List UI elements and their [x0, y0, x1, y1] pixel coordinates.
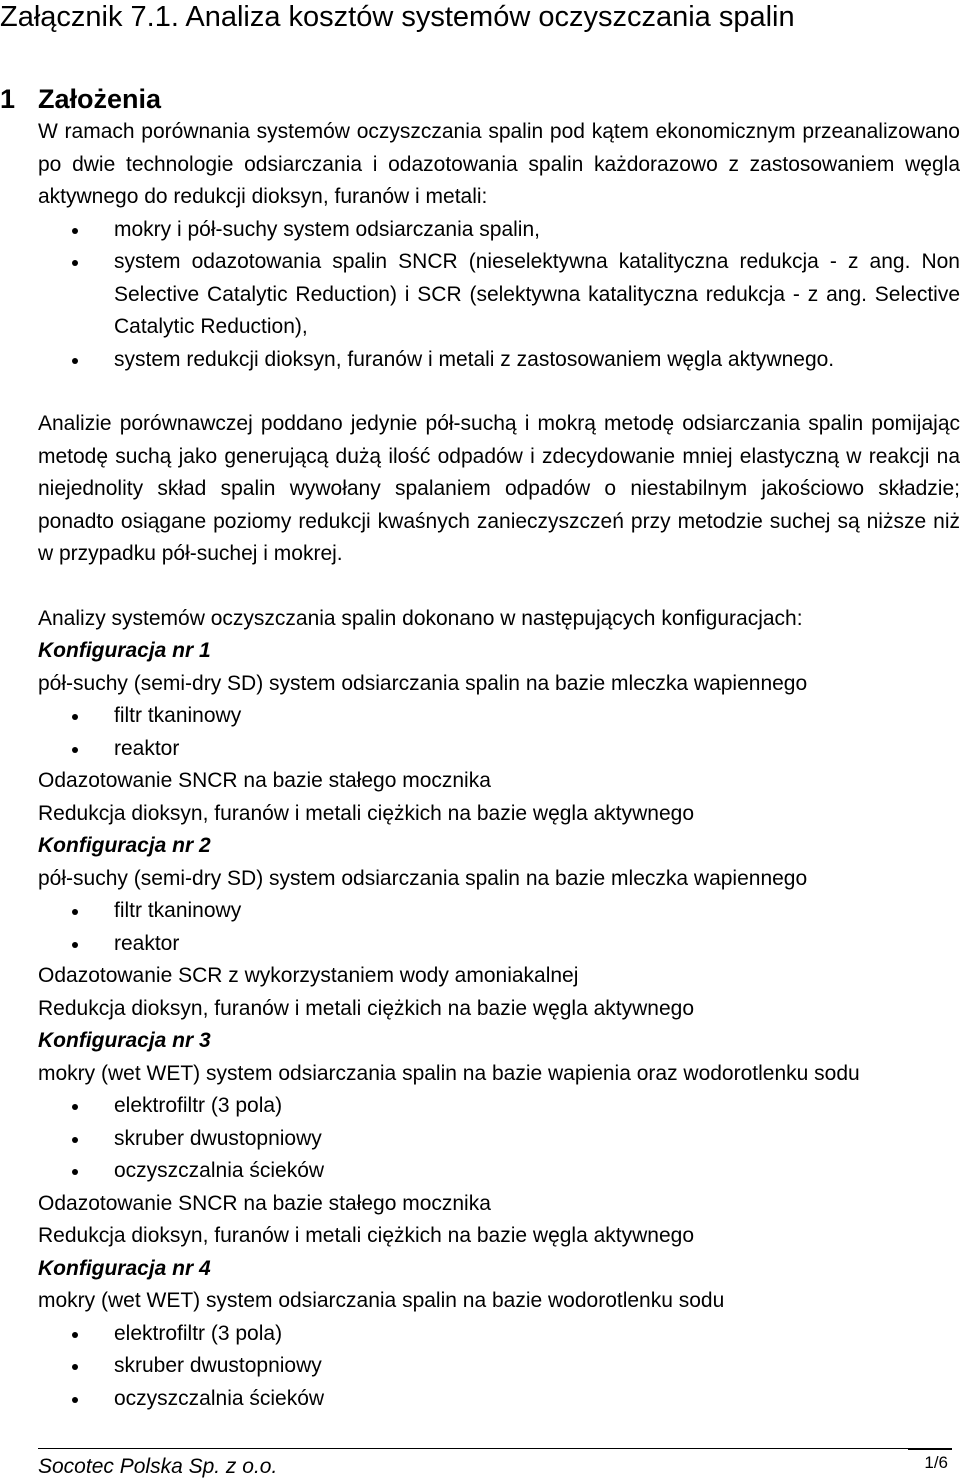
config-denox: Odazotowanie SNCR na bazie stałego mocznika	[38, 1191, 491, 1215]
config-block-2	[38, 830, 960, 1025]
list-item: reaktor	[38, 733, 960, 766]
config-dioxin: Redukcja dioksyn, furanów i metali ciężkich na bazie węgla aktywnego	[38, 801, 695, 825]
config-system: pół-suchy (semi-dry SD) system odsiarczania spalin na bazie mleczka wapiennego	[38, 671, 808, 695]
config-denox: Odazotowanie SCR z wykorzystaniem wody amoniakalnej	[38, 964, 579, 987]
config-system: mokry (wet WET) system odsiarczania spalin na bazie wodorotlenku sodu	[38, 1289, 725, 1312]
config-title: Konfiguracja nr 1	[38, 639, 211, 662]
list-item: system redukcji dioksyn, furanów i metali z zastosowaniem węgla aktywnego.	[38, 344, 960, 377]
list-item: oczyszczalnia ścieków	[38, 1383, 960, 1416]
config-system: pół-suchy (semi-dry SD) system odsiarczania spalin na bazie mleczka wapiennego	[38, 866, 808, 890]
list-item: mokry i pół-suchy system odsiarczania spalin,	[38, 214, 960, 247]
config-items	[38, 1318, 960, 1416]
config-dioxin: Redukcja dioksyn, furanów i metali ciężkich na bazie węgla aktywnego	[38, 1224, 695, 1247]
page-footer	[38, 1448, 952, 1482]
section-heading	[0, 82, 161, 116]
document-title: Załącznik 7.1. Analiza kosztów systemów oczyszczania spalin	[0, 1, 795, 33]
list-item: system odazotowania spalin SNCR (nieselektywna katalityczna redukcja - z ang. Non Selective Catalytic Reduction) i SCR (selektywna katalityczna redukcja - z ang. Selective Catalytic Reduction),	[38, 246, 960, 344]
section-body	[38, 116, 960, 1415]
config-items	[38, 1090, 960, 1188]
config-block-1	[38, 635, 960, 830]
section-title: Założenia	[38, 84, 162, 114]
config-title: Konfiguracja nr 4	[38, 1256, 211, 1280]
list-item: reaktor	[38, 928, 960, 961]
list-item: oczyszczalnia ścieków	[38, 1155, 960, 1188]
config-title: Konfiguracja nr 2	[38, 834, 211, 857]
list-item: skruber dwustopniowy	[38, 1350, 960, 1383]
page-number-rule	[908, 1449, 952, 1450]
page-number: 1/6	[924, 1453, 948, 1472]
config-block-3	[38, 1025, 960, 1253]
config-title: Konfiguracja nr 3	[38, 1029, 211, 1052]
analysis-paragraph: Analizie porównawczej poddano jedynie pół-suchą i mokrą metodę odsiarczania spalin pomijając metodę suchą jako generującą dużą ilość odpadów i zdecydowanie mniej elastyczną w reakcji na niejednolity skład spalin wywołany spalaniem odpadów o niestabilnym jakościowo składzie; ponadto osiągane poziomy redukcji kwaśnych zanieczyszczeń przy metodzie suchej są niższe niż w przypadku pół-suchej i mokrej.	[38, 412, 960, 565]
config-denox: Odazotowanie SNCR na bazie stałego mocznika	[38, 769, 491, 792]
config-items	[38, 895, 960, 960]
config-block-4	[38, 1253, 960, 1416]
intro-paragraph: W ramach porównania systemów oczyszczania spalin pod kątem ekonomicznym przeanalizowano po dwie technologie odsiarczania i odazotowania spalin każdorazowo z zastosowaniem węgla aktywnego do redukcji dioksyn, furanów i metali:	[38, 120, 960, 208]
list-item: elektrofiltr (3 pola)	[38, 1318, 960, 1351]
config-items	[38, 700, 960, 765]
footer-company: Socotec Polska Sp. z o.o.	[38, 1455, 278, 1478]
config-system: mokry (wet WET) system odsiarczania spalin na bazie wapienia oraz wodorotlenku sodu	[38, 1061, 860, 1085]
configs-intro: Analizy systemów oczyszczania spalin dokonano w następujących konfiguracjach:	[38, 606, 803, 630]
section-number: 1	[0, 84, 16, 114]
list-item: elektrofiltr (3 pola)	[38, 1090, 960, 1123]
list-item: filtr tkaninowy	[38, 700, 960, 733]
intro-bullet-list	[38, 214, 960, 377]
list-item: filtr tkaninowy	[38, 895, 960, 928]
list-item: skruber dwustopniowy	[38, 1123, 960, 1156]
config-dioxin: Redukcja dioksyn, furanów i metali ciężkich na bazie węgla aktywnego	[38, 996, 695, 1020]
